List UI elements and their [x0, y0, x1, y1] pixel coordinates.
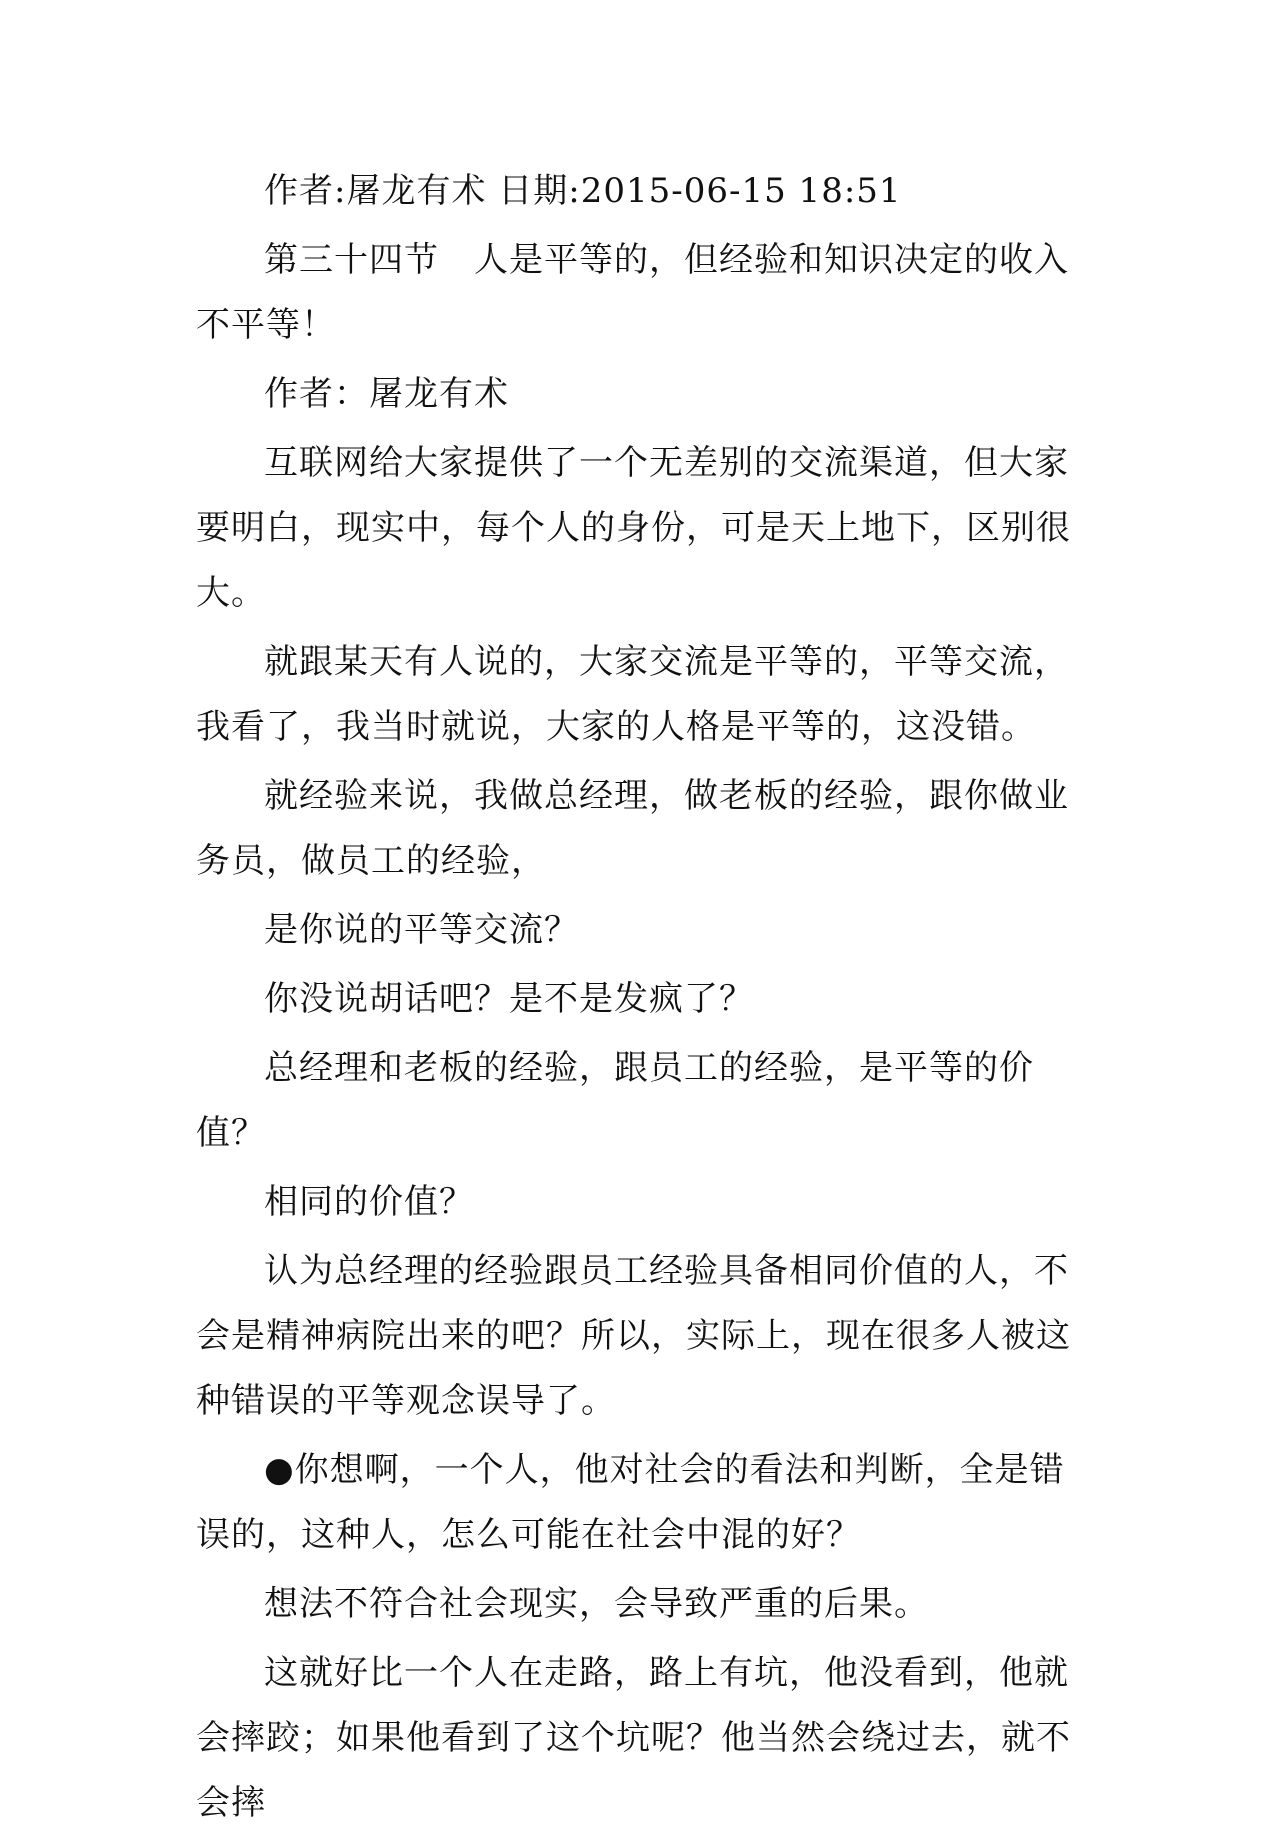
paragraph: 认为总经理的经验跟员工经验具备相同价值的人，不会是精神病院出来的吧？所以，实际上，现在很多人被这种错误的平等观念误导了。 [196, 1251, 1071, 1421]
paragraph: ●你想啊，一个人，他对社会的看法和判断，全是错误的，这种人，怎么可能在社会中混的好？ [196, 1450, 1065, 1555]
paragraph: 总经理和老板的经验，跟员工的经验，是平等的价值？ [196, 1048, 1034, 1153]
paragraph: 就跟某天有人说的，大家交流是平等的，平等交流，我看了，我当时就说，大家的人格是平等的，这没错。 [196, 642, 1069, 747]
section-title: 第三十四节 人是平等的，但经验和知识决定的收入不平等！ [196, 240, 1069, 345]
paragraph: 就经验来说，我做总经理，做老板的经验，跟你做业务员，做员工的经验， [196, 776, 1069, 881]
paragraph: 是你说的平等交流？ [264, 910, 579, 950]
paragraph: 想法不符合社会现实，会导致严重的后果。 [264, 1584, 929, 1624]
document-body [196, 159, 1080, 1840]
author-line: 作者：屠龙有术 [264, 374, 509, 414]
paragraph: 相同的价值？ [264, 1182, 474, 1222]
paragraph: 你没说胡话吧？是不是发疯了？ [264, 979, 754, 1019]
paragraph: 互联网给大家提供了一个无差别的交流渠道，但大家要明白，现实中，每个人的身份，可是天上地下，区别很大。 [196, 443, 1071, 613]
author-date-line: 作者:屠龙有术 日期:2015-06-15 18:51 [264, 171, 902, 211]
paragraph: 这就好比一个人在走路，路上有坑，他没看到，他就会摔跤；如果他看到了这个坑呢？他当然会绕过去，就不会摔 [196, 1653, 1071, 1823]
